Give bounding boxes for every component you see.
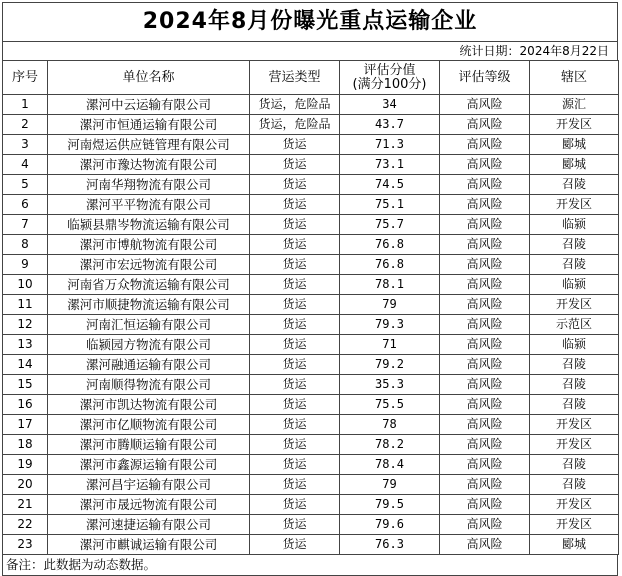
cell-company-name: 河南汇恒运输有限公司 — [48, 315, 250, 335]
table-row — [3, 195, 619, 215]
cell-index: 4 — [3, 155, 48, 175]
table-row — [3, 495, 619, 515]
spreadsheet — [2, 2, 618, 576]
header-risk-level: 评估等级 — [440, 61, 530, 95]
cell-index: 18 — [3, 435, 48, 455]
cell-operation-type: 货运 — [250, 415, 340, 435]
cell-district: 郾城 — [530, 155, 619, 175]
cell-score: 43.7 — [340, 115, 440, 135]
cell-index: 12 — [3, 315, 48, 335]
table-row — [3, 515, 619, 535]
cell-company-name: 河南省万众物流运输有限公司 — [48, 275, 250, 295]
header-index: 序号 — [3, 61, 48, 95]
cell-operation-type: 货运 — [250, 395, 340, 415]
cell-district: 开发区 — [530, 195, 619, 215]
cell-score: 75.7 — [340, 215, 440, 235]
cell-score: 79.2 — [340, 355, 440, 375]
cell-score: 71.3 — [340, 135, 440, 155]
cell-district: 召陵 — [530, 475, 619, 495]
cell-district: 临颍 — [530, 335, 619, 355]
cell-score: 79.6 — [340, 515, 440, 535]
cell-score: 75.5 — [340, 395, 440, 415]
cell-district: 开发区 — [530, 435, 619, 455]
cell-operation-type: 货运 — [250, 235, 340, 255]
table-row — [3, 435, 619, 455]
cell-company-name: 漯河市亿顺物流有限公司 — [48, 415, 250, 435]
cell-risk-level: 高风险 — [440, 535, 530, 555]
table-row — [3, 235, 619, 255]
table-row — [3, 255, 619, 275]
cell-district: 召陵 — [530, 255, 619, 275]
cell-operation-type: 货运 — [250, 535, 340, 555]
cell-score: 74.5 — [340, 175, 440, 195]
cell-risk-level: 高风险 — [440, 275, 530, 295]
cell-operation-type: 货运 — [250, 295, 340, 315]
cell-operation-type: 货运，危险品 — [250, 95, 340, 115]
table-row — [3, 395, 619, 415]
cell-risk-level: 高风险 — [440, 475, 530, 495]
cell-risk-level: 高风险 — [440, 415, 530, 435]
table-row — [3, 295, 619, 315]
cell-company-name: 漯河市鑫源运输有限公司 — [48, 455, 250, 475]
cell-score: 79.3 — [340, 315, 440, 335]
cell-operation-type: 货运 — [250, 515, 340, 535]
cell-company-name: 河南顺得物流有限公司 — [48, 375, 250, 395]
table-row — [3, 355, 619, 375]
cell-district: 召陵 — [530, 375, 619, 395]
cell-operation-type: 货运 — [250, 495, 340, 515]
cell-risk-level: 高风险 — [440, 115, 530, 135]
cell-district: 召陵 — [530, 235, 619, 255]
cell-risk-level: 高风险 — [440, 355, 530, 375]
header-district: 辖区 — [530, 61, 619, 95]
cell-district: 示范区 — [530, 315, 619, 335]
table-header-row — [3, 61, 619, 95]
cell-score: 78 — [340, 415, 440, 435]
cell-index: 16 — [3, 395, 48, 415]
cell-risk-level: 高风险 — [440, 195, 530, 215]
cell-score: 79.5 — [340, 495, 440, 515]
cell-district: 开发区 — [530, 115, 619, 135]
cell-district: 召陵 — [530, 455, 619, 475]
cell-company-name: 漯河市凯达物流有限公司 — [48, 395, 250, 415]
cell-score: 76.8 — [340, 255, 440, 275]
table-row — [3, 535, 619, 555]
cell-risk-level: 高风险 — [440, 495, 530, 515]
cell-index: 17 — [3, 415, 48, 435]
cell-company-name: 河南华翔物流有限公司 — [48, 175, 250, 195]
cell-district: 召陵 — [530, 355, 619, 375]
cell-district: 开发区 — [530, 415, 619, 435]
cell-risk-level: 高风险 — [440, 215, 530, 235]
cell-company-name: 漯河速捷运输有限公司 — [48, 515, 250, 535]
cell-score: 79 — [340, 295, 440, 315]
cell-operation-type: 货运 — [250, 475, 340, 495]
cell-index: 11 — [3, 295, 48, 315]
cell-operation-type: 货运 — [250, 455, 340, 475]
table-row — [3, 475, 619, 495]
header-operation-type: 营运类型 — [250, 61, 340, 95]
cell-index: 3 — [3, 135, 48, 155]
cell-risk-level: 高风险 — [440, 435, 530, 455]
cell-operation-type: 货运 — [250, 215, 340, 235]
table-row — [3, 155, 619, 175]
cell-operation-type: 货运 — [250, 435, 340, 455]
table-row — [3, 135, 619, 155]
table-row — [3, 175, 619, 195]
cell-risk-level: 高风险 — [440, 155, 530, 175]
cell-score: 71 — [340, 335, 440, 355]
cell-index: 22 — [3, 515, 48, 535]
cell-company-name: 漯河市晟远物流有限公司 — [48, 495, 250, 515]
cell-operation-type: 货运 — [250, 135, 340, 155]
cell-risk-level: 高风险 — [440, 335, 530, 355]
cell-operation-type: 货运 — [250, 335, 340, 355]
cell-company-name: 漯河市博航物流有限公司 — [48, 235, 250, 255]
cell-score: 78.2 — [340, 435, 440, 455]
header-company-name: 单位名称 — [48, 61, 250, 95]
table-row — [3, 215, 619, 235]
cell-score: 76.8 — [340, 235, 440, 255]
cell-company-name: 漯河融通运输有限公司 — [48, 355, 250, 375]
cell-index: 5 — [3, 175, 48, 195]
cell-company-name: 漯河中云运输有限公司 — [48, 95, 250, 115]
cell-operation-type: 货运 — [250, 355, 340, 375]
cell-risk-level: 高风险 — [440, 235, 530, 255]
cell-index: 21 — [3, 495, 48, 515]
cell-company-name: 临颍县鼎岑物流运输有限公司 — [48, 215, 250, 235]
table-row — [3, 375, 619, 395]
stat-date: 统计日期：2024年8月22日 — [2, 41, 618, 60]
table-row — [3, 115, 619, 135]
table-row — [3, 95, 619, 115]
cell-index: 10 — [3, 275, 48, 295]
cell-district: 临颍 — [530, 215, 619, 235]
cell-district: 临颍 — [530, 275, 619, 295]
cell-company-name: 漯河市顺捷物流运输有限公司 — [48, 295, 250, 315]
cell-index: 9 — [3, 255, 48, 275]
cell-score: 35.3 — [340, 375, 440, 395]
cell-index: 15 — [3, 375, 48, 395]
table-row — [3, 335, 619, 355]
cell-operation-type: 货运 — [250, 275, 340, 295]
footnote: 备注：此数据为动态数据。 — [2, 555, 618, 576]
table-row — [3, 455, 619, 475]
cell-score: 76.3 — [340, 535, 440, 555]
cell-risk-level: 高风险 — [440, 95, 530, 115]
cell-risk-level: 高风险 — [440, 515, 530, 535]
cell-risk-level: 高风险 — [440, 175, 530, 195]
cell-company-name: 漯河昌宇运输有限公司 — [48, 475, 250, 495]
cell-risk-level: 高风险 — [440, 255, 530, 275]
cell-score: 78.4 — [340, 455, 440, 475]
cell-company-name: 漯河市麒诚运输有限公司 — [48, 535, 250, 555]
cell-operation-type: 货运 — [250, 375, 340, 395]
sheet-title: 2024年8月份曝光重点运输企业 — [2, 2, 618, 41]
cell-score: 79 — [340, 475, 440, 495]
cell-risk-level: 高风险 — [440, 315, 530, 335]
cell-index: 7 — [3, 215, 48, 235]
cell-score: 78.1 — [340, 275, 440, 295]
cell-company-name: 临颍园方物流有限公司 — [48, 335, 250, 355]
table-row — [3, 315, 619, 335]
cell-score: 34 — [340, 95, 440, 115]
cell-operation-type: 货运 — [250, 255, 340, 275]
cell-operation-type: 货运，危险品 — [250, 115, 340, 135]
cell-district: 召陵 — [530, 175, 619, 195]
cell-risk-level: 高风险 — [440, 375, 530, 395]
cell-company-name: 河南煜运供应链管理有限公司 — [48, 135, 250, 155]
header-score: 评估分值 (满分100分) — [340, 61, 440, 95]
cell-index: 23 — [3, 535, 48, 555]
cell-district: 开发区 — [530, 495, 619, 515]
cell-operation-type: 货运 — [250, 315, 340, 335]
cell-index: 13 — [3, 335, 48, 355]
cell-index: 14 — [3, 355, 48, 375]
table-row — [3, 275, 619, 295]
cell-index: 1 — [3, 95, 48, 115]
cell-score: 75.1 — [340, 195, 440, 215]
cell-risk-level: 高风险 — [440, 395, 530, 415]
cell-district: 郾城 — [530, 135, 619, 155]
cell-index: 6 — [3, 195, 48, 215]
cell-company-name: 漯河平平物流有限公司 — [48, 195, 250, 215]
cell-index: 2 — [3, 115, 48, 135]
cell-index: 8 — [3, 235, 48, 255]
cell-risk-level: 高风险 — [440, 135, 530, 155]
cell-company-name: 漯河市恒通运输有限公司 — [48, 115, 250, 135]
cell-district: 郾城 — [530, 535, 619, 555]
cell-company-name: 漯河市腾顺运输有限公司 — [48, 435, 250, 455]
cell-risk-level: 高风险 — [440, 455, 530, 475]
cell-district: 开发区 — [530, 515, 619, 535]
cell-operation-type: 货运 — [250, 195, 340, 215]
cell-risk-level: 高风险 — [440, 295, 530, 315]
table-row — [3, 415, 619, 435]
cell-district: 开发区 — [530, 295, 619, 315]
cell-index: 20 — [3, 475, 48, 495]
cell-operation-type: 货运 — [250, 175, 340, 195]
cell-company-name: 漯河市豫达物流有限公司 — [48, 155, 250, 175]
cell-district: 召陵 — [530, 395, 619, 415]
cell-index: 19 — [3, 455, 48, 475]
cell-score: 73.1 — [340, 155, 440, 175]
enterprise-table — [2, 60, 619, 555]
cell-operation-type: 货运 — [250, 155, 340, 175]
cell-district: 源汇 — [530, 95, 619, 115]
cell-company-name: 漯河市宏远物流有限公司 — [48, 255, 250, 275]
